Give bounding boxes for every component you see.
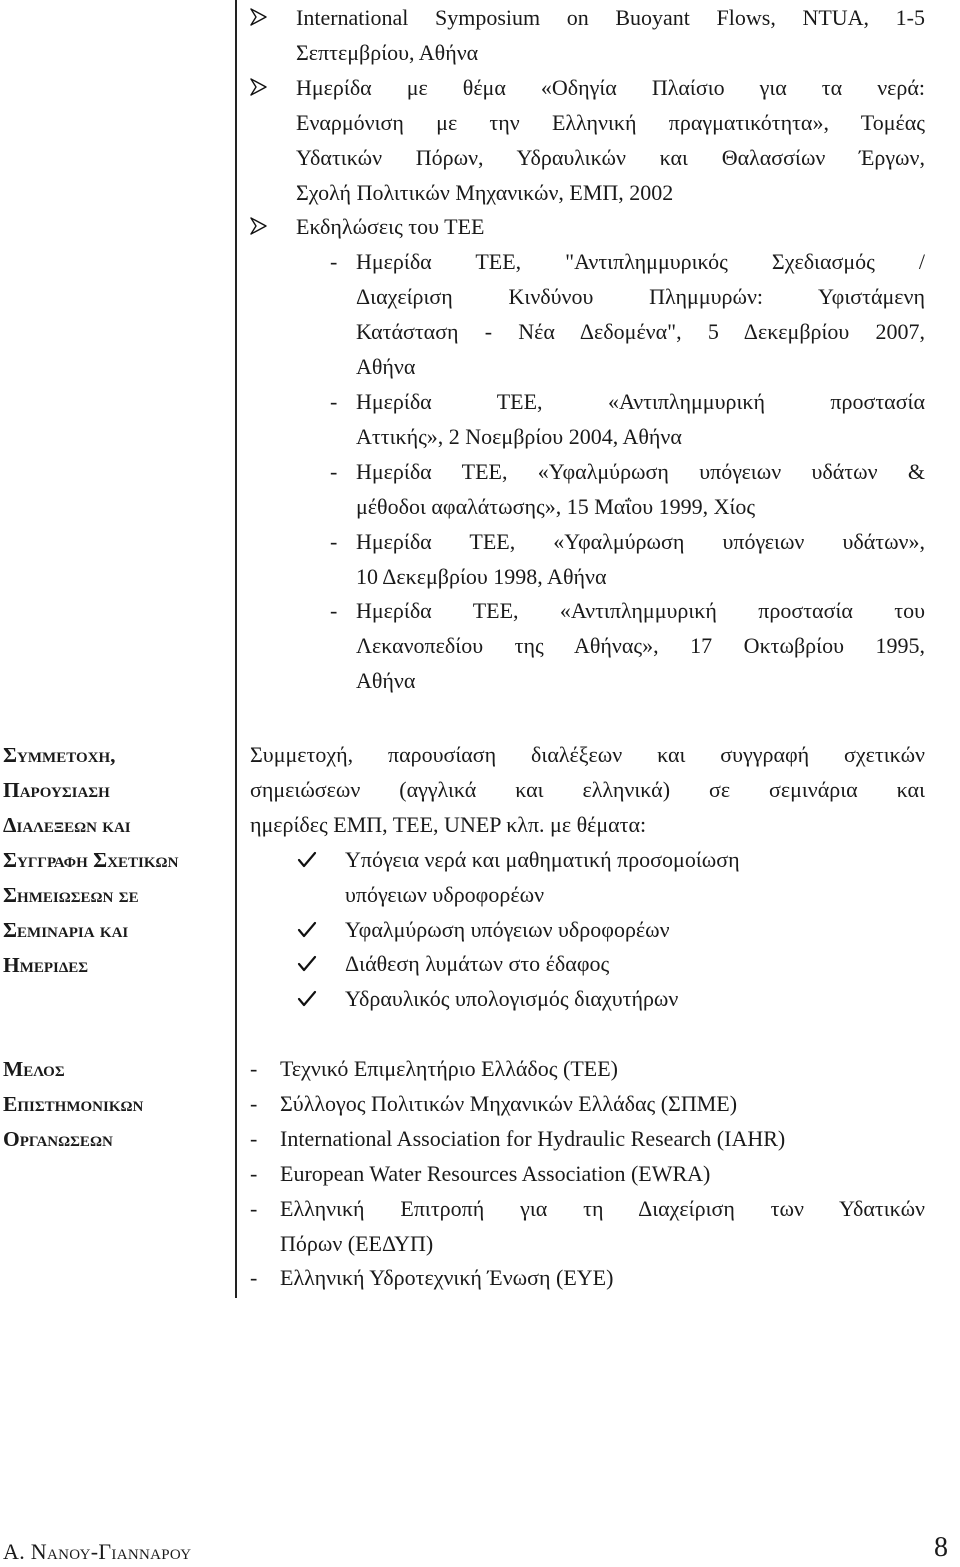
text-line: Οργανωσεων <box>3 1127 113 1151</box>
arrow-list-item <box>250 1 925 71</box>
text-line: Παρουσιαση <box>3 778 110 802</box>
text-line: Αθήνα <box>356 668 416 694</box>
text-line: Ημεριδες <box>3 953 89 977</box>
text-line: Συμμετοχη, <box>3 743 116 767</box>
text-line: Σχολή Πολιτικών Μηχανικών, ΕΜΠ, 2002 <box>296 179 674 205</box>
membership-item <box>250 1087 925 1122</box>
text-line: Αττικής», 2 Νοεμβρίου 2004, Αθήνα <box>356 423 682 449</box>
top-list <box>250 1 925 699</box>
text-line: Υδραυλικός υπολογισμός διαχυτήρων <box>345 986 679 1012</box>
text-line: Ημερίδα ΤΕΕ, «Αντιπλημμυρική προστασία του <box>356 598 925 624</box>
text-line: Σεπτεμβρίου, Αθήνα <box>296 39 479 65</box>
membership-section-label <box>3 1052 231 1157</box>
footer-author: Α. Νανου-Γιανναρου <box>3 1539 192 1564</box>
text-line: Τεχνικό Επιμελητήριο Ελλάδος (ΤΕΕ) <box>280 1056 618 1081</box>
column-divider <box>235 0 237 1298</box>
topic-item <box>250 947 925 982</box>
dash-bullet: - <box>250 1090 258 1116</box>
text-line: Ημερίδα ΤΕΕ, «Υφαλμύρωση υπόγειων υδάτων», <box>356 528 925 554</box>
dash-bullet: - <box>250 1160 258 1186</box>
text-line: Επιστημονικων <box>3 1092 144 1116</box>
participation-section <box>250 738 925 1017</box>
arrow-list-item <box>250 210 925 245</box>
text-line: Ημερίδα με θέμα «Οδηγία Πλαίσιο για τα νερά: <box>296 74 925 100</box>
topic-item <box>250 843 925 913</box>
text-line: International Symposium on Buoyant Flows, NTUA, 1-5 <box>296 5 925 30</box>
dash-bullet: - <box>330 528 338 554</box>
text-line: Ημερίδα ΤΕΕ, "Αντιπλημμυρικός Σχεδιασμός / <box>356 249 925 275</box>
text-line: σημειώσεων (αγγλικά και ελληνικά) σε σεμινάρια και <box>250 776 925 802</box>
topic-item <box>250 982 925 1017</box>
text-line: Πόρων (ΕΕΔΥΠ) <box>280 1230 434 1256</box>
text-line: Κατάσταση - Νέα Δεδομένα", 5 Δεκεμβρίου 2007, <box>356 319 925 345</box>
arrow-bullet-icon <box>250 78 268 96</box>
tee-event-item <box>250 594 925 699</box>
text-line: Ημερίδα ΤΕΕ, «Αντιπλημμυρική προστασία <box>356 388 925 414</box>
text-line: Διάθεση λυμάτων στο έδαφος <box>345 951 610 977</box>
dash-bullet: - <box>330 249 338 275</box>
dash-bullet: - <box>250 1125 258 1151</box>
membership-section <box>250 1052 925 1296</box>
text-line: ημερίδες ΕΜΠ, ΤΕΕ, UNEP κλπ. με θέματα: <box>250 811 647 837</box>
membership-item <box>250 1122 925 1157</box>
checkmark-icon <box>297 990 317 1008</box>
checkmark-icon <box>297 955 317 973</box>
membership-list <box>250 1052 925 1296</box>
checkmark-icon <box>297 851 317 869</box>
dash-bullet: - <box>250 1056 258 1081</box>
membership-item <box>250 1261 925 1296</box>
membership-item <box>250 1052 925 1087</box>
participation-intro <box>250 738 925 843</box>
page-number: 8 <box>934 1532 948 1563</box>
text-line: Συγγραφη Σχετικων <box>3 848 179 872</box>
arrow-bullet-icon <box>250 8 268 26</box>
text-line: Εκδηλώσεις του ΤΕΕ <box>296 214 485 240</box>
text-line: Διαλεξεων και <box>3 813 131 837</box>
text-line: Εναρμόνιση με την Ελληνική πραγματικότητα», Τομέας <box>296 109 925 135</box>
dash-bullet: - <box>330 458 338 484</box>
text-line: Σημειωσεων σε <box>3 883 139 907</box>
dash-bullet: - <box>250 1195 258 1221</box>
text-line: European Water Resources Association (EWRA) <box>280 1160 711 1186</box>
text-line: Συμμετοχή, παρουσίαση διαλέξεων και συγγραφή σχετικών <box>250 742 925 767</box>
tee-events-list <box>250 245 925 699</box>
text-line: υπόγειων υδροφορέων <box>345 881 545 907</box>
topic-item <box>250 913 925 948</box>
tee-event-item <box>250 455 925 525</box>
dash-bullet: - <box>250 1265 258 1291</box>
text-line: Αθήνα <box>356 354 416 380</box>
text-line: Μελος <box>3 1057 65 1081</box>
membership-item <box>250 1192 925 1262</box>
arrow-list-item <box>250 71 925 211</box>
text-line: Υπόγεια νερά και μαθηματική προσομοίωση <box>345 846 740 872</box>
arrow-list <box>250 1 925 245</box>
tee-event-item <box>250 245 925 385</box>
text-line: Ελληνική Υδροτεχνική Ένωση (ΕΥΕ) <box>280 1265 614 1291</box>
checkmark-icon <box>297 921 317 939</box>
text-line: Λεκανοπεδίου της Αθήνας», 17 Οκτωβρίου 1995, <box>356 633 925 659</box>
text-line: μέθοδοι αφαλάτωσης», 15 Μαΐου 1999, Χίος <box>356 493 756 519</box>
arrow-bullet-icon <box>250 217 268 235</box>
text-line: Διαχείριση Κινδύνου Πλημμυρών: Υφιστάμενη <box>356 284 925 310</box>
text-line: Υφαλμύρωση υπόγειων υδροφορέων <box>345 916 670 942</box>
participation-section-label <box>3 738 231 983</box>
topic-list <box>250 843 925 1018</box>
tee-event-item <box>250 525 925 595</box>
text-line: 10 Δεκεμβρίου 1998, Αθήνα <box>356 563 607 589</box>
text-line: Υδατικών Πόρων, Υδραυλικών και Θαλασσίων Έργων, <box>296 144 925 170</box>
text-line: International Association for Hydraulic Research (IAHR) <box>280 1125 786 1151</box>
text-line: Ελληνική Επιτροπή για τη Διαχείριση των Υδατικών <box>280 1195 925 1221</box>
tee-event-item <box>250 385 925 455</box>
text-line: Ημερίδα ΤΕΕ, «Υφαλμύρωση υπόγειων υδάτων & <box>356 458 925 484</box>
membership-item <box>250 1157 925 1192</box>
text-line: Σεμιναρια και <box>3 918 129 942</box>
dash-bullet: - <box>330 598 338 624</box>
text-line: Σύλλογος Πολιτικών Μηχανικών Ελλάδας (ΣΠΜΕ) <box>280 1090 738 1116</box>
dash-bullet: - <box>330 388 338 414</box>
